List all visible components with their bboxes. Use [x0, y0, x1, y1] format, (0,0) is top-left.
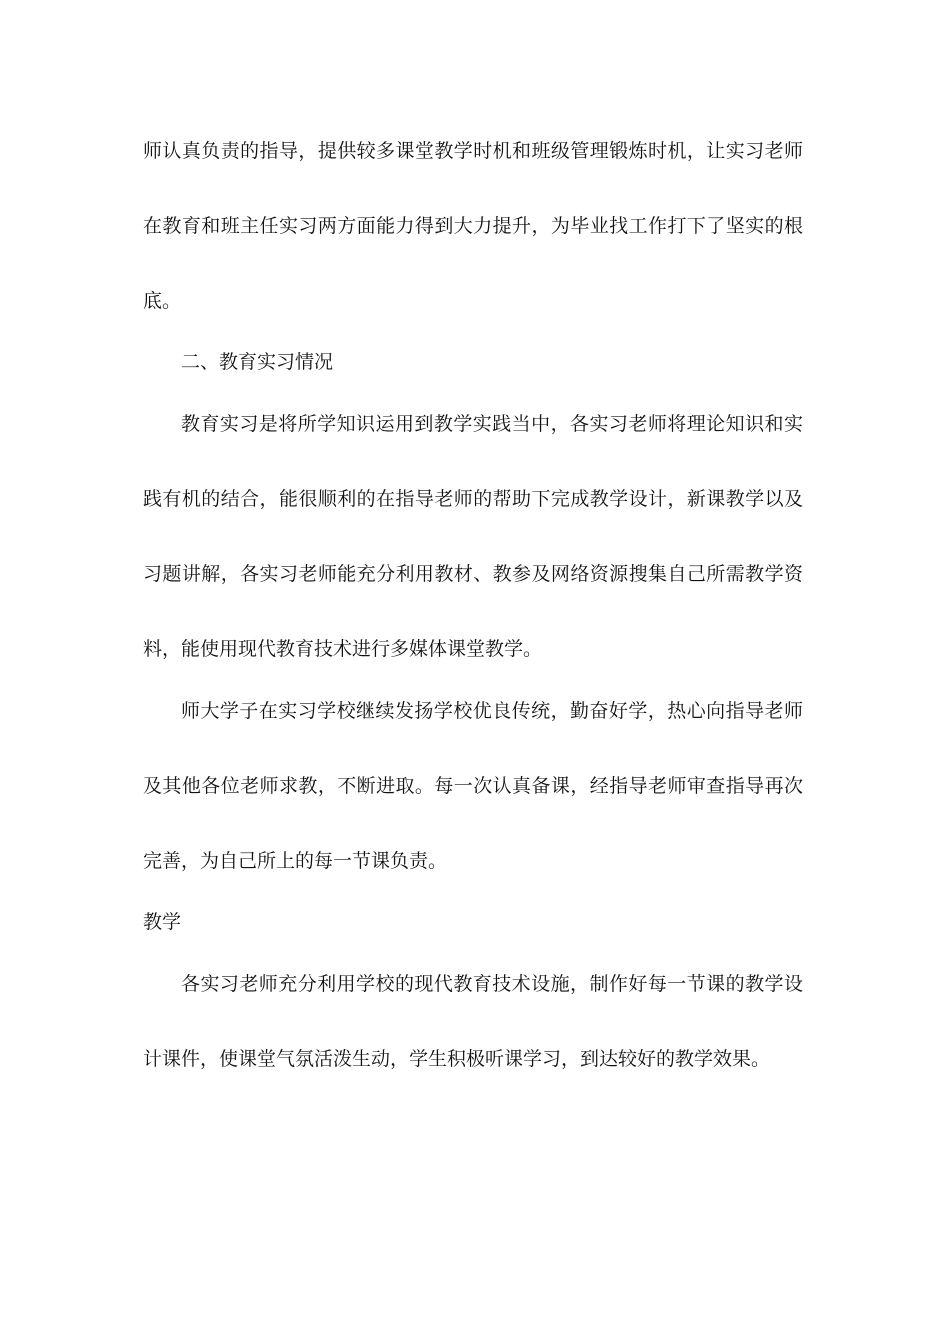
paragraph-line: 底。 — [143, 290, 182, 312]
paragraph-line: 教育实习是将所学知识运用到教学实践当中，各实习老师将理论知识和实 — [181, 413, 803, 435]
paragraph-line: 计课件，使课堂气氛活泼生动，学生积极听课学习，到达较好的教学效果。 — [143, 1048, 771, 1070]
paragraph-line: 习题讲解，各实习老师能充分利用教材、教参及网络资源搜集自己所需教学资 — [143, 563, 803, 585]
paragraph-line: 各实习老师充分利用学校的现代教育技术设施，制作好每一节课的教学设 — [181, 973, 803, 995]
subsection-heading: 教学 — [143, 911, 182, 933]
paragraph-line: 师认真负责的指导，提供较多课堂教学时机和班级管理锻炼时机，让实习老师 — [143, 140, 803, 162]
paragraph-line: 师大学子在实习学校继续发扬学校优良传统，勤奋好学，热心向指导老师 — [181, 700, 803, 722]
paragraph-line: 践有机的结合，能很顺利的在指导老师的帮助下完成教学设计，新课教学以及 — [143, 488, 803, 510]
paragraph-line: 在教育和班主任实习两方面能力得到大力提升，为毕业找工作打下了坚实的根 — [143, 215, 803, 237]
paragraph-line: 及其他各位老师求教，不断进取。每一次认真备课，经指导老师审查指导再次 — [143, 775, 803, 797]
paragraph-line: 完善，为自己所上的每一节课负责。 — [143, 850, 448, 872]
paragraph-line: 料，能使用现代教育技术进行多媒体课堂教学。 — [143, 638, 543, 660]
section-heading: 二、教育实习情况 — [181, 351, 334, 373]
